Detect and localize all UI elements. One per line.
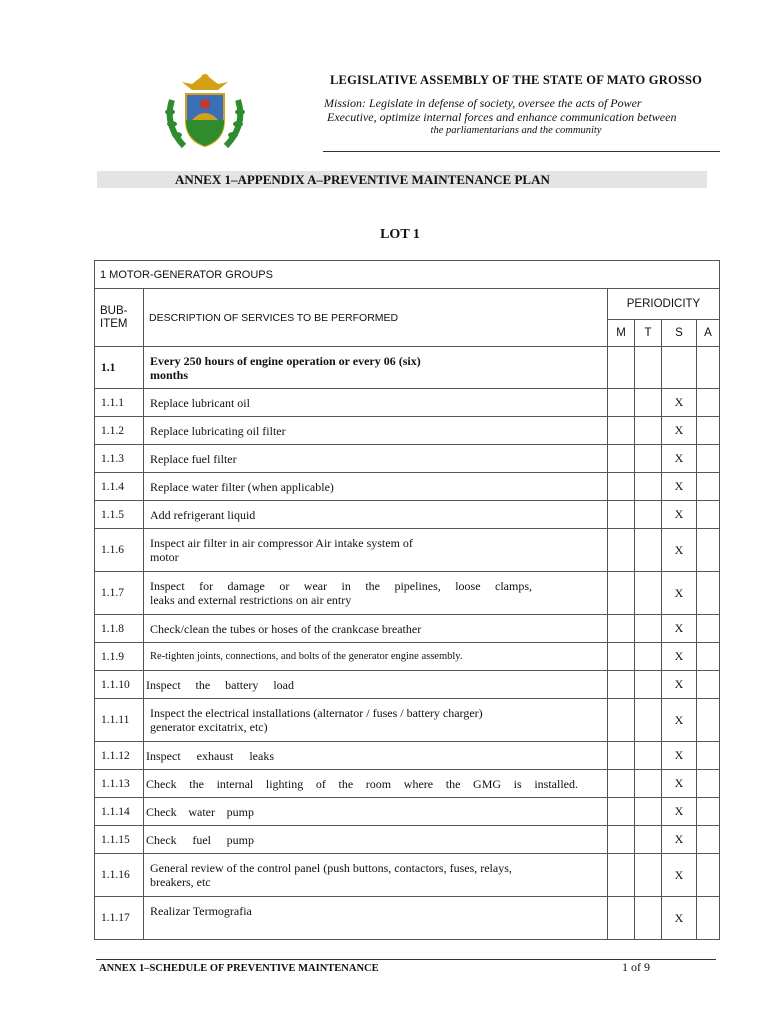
period-mark-s: X bbox=[662, 671, 697, 699]
period-mark-t bbox=[635, 445, 662, 473]
period-mark-t bbox=[635, 529, 662, 572]
period-mark-t bbox=[635, 699, 662, 742]
period-col-m: M bbox=[608, 320, 635, 347]
row-subitem-id: 1.1.12 bbox=[95, 742, 144, 770]
period-mark-s: X bbox=[662, 473, 697, 501]
lot-title: LOT 1 bbox=[380, 227, 420, 242]
period-mark-a bbox=[697, 699, 720, 742]
mission-line-2: Executive, optimize internal forces and enhance communication between bbox=[327, 110, 677, 124]
row-description-line-1: Check water pump bbox=[146, 804, 254, 819]
section-title-line-1: Every 250 hours of engine operation or every 06 (six) bbox=[150, 353, 421, 368]
table-row bbox=[95, 897, 720, 940]
period-mark-m bbox=[608, 473, 635, 501]
row-description-line-1: Inspect the battery load bbox=[146, 677, 294, 692]
row-description-line-2: leaks and external restrictions on air entry bbox=[150, 593, 352, 607]
row-description bbox=[144, 389, 608, 417]
row-description bbox=[144, 854, 608, 897]
period-mark-t bbox=[635, 501, 662, 529]
row-description bbox=[144, 699, 608, 742]
period-mark-a bbox=[697, 854, 720, 897]
row-description bbox=[144, 671, 608, 699]
table-row bbox=[95, 473, 720, 501]
mission-statement bbox=[324, 96, 708, 138]
period-mark-a bbox=[697, 897, 720, 940]
period-mark-a bbox=[697, 671, 720, 699]
group-title: 1 MOTOR-GENERATOR GROUPS bbox=[95, 261, 720, 289]
table-row bbox=[95, 615, 720, 643]
row-description-line-1: Replace fuel filter bbox=[150, 451, 237, 466]
period-mark-a bbox=[697, 798, 720, 826]
period-mark-s: X bbox=[662, 742, 697, 770]
period-mark-m bbox=[608, 742, 635, 770]
row-description-line-1: General review of the control panel (push buttons, contactors, fuses, relays, bbox=[150, 861, 512, 875]
row-subitem-id: 1.1.1 bbox=[95, 389, 144, 417]
subitem-header: BUB- ITEM bbox=[95, 289, 144, 347]
row-subitem-id: 1.1.16 bbox=[95, 854, 144, 897]
period-mark-t bbox=[635, 417, 662, 445]
period-mark-t bbox=[635, 897, 662, 940]
period-mark-a bbox=[697, 615, 720, 643]
period-mark-m bbox=[608, 798, 635, 826]
organization-title: LEGISLATIVE ASSEMBLY OF THE STATE OF MATO GROSSO bbox=[330, 73, 703, 87]
row-description-line-1: Replace lubricating oil filter bbox=[150, 423, 286, 438]
row-description-line-1: Re-tighten joints, connections, and bolts of the generator engine assembly. bbox=[150, 650, 463, 662]
section-title bbox=[144, 347, 608, 389]
period-mark-a bbox=[697, 473, 720, 501]
table-row bbox=[95, 417, 720, 445]
table-row bbox=[95, 445, 720, 473]
row-description bbox=[144, 798, 608, 826]
period-mark-s: X bbox=[662, 615, 697, 643]
row-description bbox=[144, 897, 608, 940]
period-col-t: T bbox=[635, 320, 662, 347]
row-subitem-id: 1.1.4 bbox=[95, 473, 144, 501]
period-mark-a bbox=[697, 826, 720, 854]
row-description bbox=[144, 445, 608, 473]
table-row bbox=[95, 770, 720, 798]
mission-line-3: the parliamentarians and the community bbox=[430, 125, 602, 136]
period-mark-s: X bbox=[662, 389, 697, 417]
period-mark-m bbox=[608, 417, 635, 445]
table-row bbox=[95, 798, 720, 826]
period-mark-s: X bbox=[662, 897, 697, 940]
period-mark-a bbox=[697, 445, 720, 473]
period-mark-t bbox=[635, 854, 662, 897]
period-mark-s: X bbox=[662, 529, 697, 572]
row-subitem-id: 1.1.15 bbox=[95, 826, 144, 854]
period-mark-a bbox=[697, 501, 720, 529]
header-divider bbox=[323, 151, 720, 152]
period-mark-s: X bbox=[662, 854, 697, 897]
row-description bbox=[144, 501, 608, 529]
mission-line-1: Mission: Legislate in defense of society, oversee the acts of Power bbox=[324, 96, 642, 110]
row-description-line-1: Replace lubricant oil bbox=[150, 395, 250, 410]
table-row bbox=[95, 854, 720, 897]
row-subitem-id: 1.1.10 bbox=[95, 671, 144, 699]
table-row bbox=[95, 643, 720, 671]
row-subitem-id: 1.1.13 bbox=[95, 770, 144, 798]
period-col-s: S bbox=[662, 320, 697, 347]
period-mark-t bbox=[635, 671, 662, 699]
periodicity-header: PERIODICITY bbox=[608, 289, 720, 320]
table-row bbox=[95, 671, 720, 699]
period-mark-s: X bbox=[662, 770, 697, 798]
period-mark-m bbox=[608, 615, 635, 643]
table-row bbox=[95, 699, 720, 742]
period-mark-s: X bbox=[662, 417, 697, 445]
row-description-line-1: Check/clean the tubes or hoses of the crankcase breather bbox=[150, 621, 422, 636]
row-description-line-1: Inspect the electrical installations (alternator / fuses / battery charger) bbox=[150, 706, 483, 720]
period-mark-t bbox=[635, 798, 662, 826]
period-mark-t bbox=[635, 615, 662, 643]
row-subitem-id: 1.1.3 bbox=[95, 445, 144, 473]
period-mark-m bbox=[608, 643, 635, 671]
period-mark-t bbox=[635, 643, 662, 671]
row-subitem-id: 1.1.17 bbox=[95, 897, 144, 940]
period-mark-m bbox=[608, 854, 635, 897]
period-mark-m bbox=[608, 897, 635, 940]
table-row bbox=[95, 742, 720, 770]
row-subitem-id: 1.1.14 bbox=[95, 798, 144, 826]
row-description bbox=[144, 615, 608, 643]
period-mark-t bbox=[635, 572, 662, 615]
row-description-line-2: motor bbox=[150, 550, 179, 564]
section-title-line-2: months bbox=[150, 367, 189, 382]
period-mark-s: X bbox=[662, 643, 697, 671]
period-mark-a bbox=[697, 529, 720, 572]
row-subitem-id: 1.1.2 bbox=[95, 417, 144, 445]
row-description bbox=[144, 742, 608, 770]
period-mark-m bbox=[608, 501, 635, 529]
period-mark-m bbox=[608, 671, 635, 699]
row-description-line-2: generator excitatrix, etc) bbox=[150, 720, 268, 734]
page-number: 1 of 9 bbox=[622, 960, 650, 974]
description-header: DESCRIPTION OF SERVICES TO BE PERFORMED bbox=[144, 289, 608, 347]
row-subitem-id: 1.1.11 bbox=[95, 699, 144, 742]
period-mark-m bbox=[608, 445, 635, 473]
period-mark-s: X bbox=[662, 699, 697, 742]
row-description-line-1: Realizar Termografia bbox=[150, 904, 252, 918]
row-description bbox=[144, 643, 608, 671]
table-row bbox=[95, 826, 720, 854]
period-mark-t bbox=[635, 770, 662, 798]
period-mark-t bbox=[635, 389, 662, 417]
row-subitem-id: 1.1.5 bbox=[95, 501, 144, 529]
period-mark-s: X bbox=[662, 798, 697, 826]
period-mark-a bbox=[697, 389, 720, 417]
row-description-line-1: Check the internal lighting of the room where the GMG is installed. bbox=[146, 776, 578, 791]
row-description bbox=[144, 572, 608, 615]
row-subitem-id: 1.1.6 bbox=[95, 529, 144, 572]
row-description-line-1: Inspect for damage or wear in the pipelines, loose clamps, bbox=[150, 579, 532, 593]
row-description-line-1: Inspect exhaust leaks bbox=[146, 748, 274, 763]
row-description bbox=[144, 529, 608, 572]
group-title-row bbox=[95, 261, 720, 289]
row-subitem-id: 1.1.9 bbox=[95, 643, 144, 671]
header-row bbox=[95, 289, 720, 320]
row-description-line-1: Check fuel pump bbox=[146, 832, 254, 847]
annex-title: ANNEX 1–APPENDIX A–PREVENTIVE MAINTENANCE PLAN bbox=[175, 172, 550, 187]
period-mark-m bbox=[608, 529, 635, 572]
row-description-line-1: Inspect air filter in air compressor Air intake system of bbox=[150, 536, 413, 550]
period-col-a: A bbox=[697, 320, 720, 347]
period-mark-m bbox=[608, 572, 635, 615]
period-mark-m bbox=[608, 699, 635, 742]
period-mark-a bbox=[697, 572, 720, 615]
period-mark-s: X bbox=[662, 826, 697, 854]
row-description-line-2: breakers, etc bbox=[150, 875, 211, 889]
row-subitem-id: 1.1.7 bbox=[95, 572, 144, 615]
coat-of-arms-icon bbox=[162, 70, 248, 152]
footer-title: ANNEX 1–SCHEDULE OF PREVENTIVE MAINTENANCE bbox=[99, 963, 379, 974]
row-description bbox=[144, 826, 608, 854]
row-description-line-1: Add refrigerant liquid bbox=[150, 507, 256, 522]
row-description bbox=[144, 417, 608, 445]
period-mark-t bbox=[635, 473, 662, 501]
period-mark-a bbox=[697, 643, 720, 671]
period-mark-a bbox=[697, 742, 720, 770]
table-row bbox=[95, 529, 720, 572]
period-mark-s: X bbox=[662, 445, 697, 473]
row-description bbox=[144, 770, 608, 798]
table-row bbox=[95, 501, 720, 529]
period-mark-m bbox=[608, 770, 635, 798]
section-row bbox=[95, 347, 720, 389]
period-mark-s: X bbox=[662, 572, 697, 615]
period-mark-t bbox=[635, 742, 662, 770]
row-subitem-id: 1.1.8 bbox=[95, 615, 144, 643]
period-mark-m bbox=[608, 826, 635, 854]
table-row bbox=[95, 389, 720, 417]
period-mark-s: X bbox=[662, 501, 697, 529]
section-id: 1.1 bbox=[95, 347, 144, 389]
row-description-line-1: Replace water filter (when applicable) bbox=[150, 479, 334, 494]
period-mark-a bbox=[697, 417, 720, 445]
row-description bbox=[144, 473, 608, 501]
period-mark-m bbox=[608, 389, 635, 417]
period-mark-t bbox=[635, 826, 662, 854]
maintenance-plan-table bbox=[94, 260, 720, 940]
table-row bbox=[95, 572, 720, 615]
period-mark-a bbox=[697, 770, 720, 798]
